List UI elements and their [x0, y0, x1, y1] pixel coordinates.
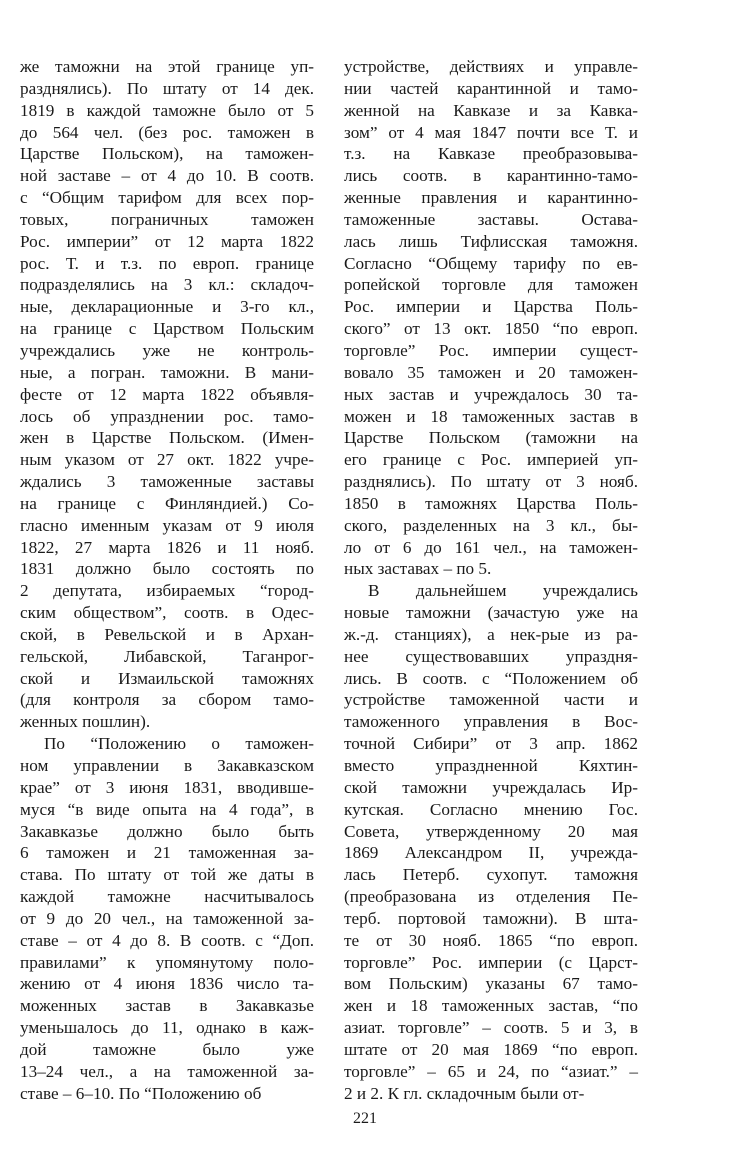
text-line: зом” от 4 мая 1847 почти все Т. и — [344, 122, 638, 142]
text-line: В дальнейшем учреждались — [368, 581, 638, 601]
text-line: торговле” Рос. империи (с Царст- — [344, 952, 638, 972]
text-line: По “Положению о таможен- — [44, 734, 314, 754]
text-line: 1831 должно было состоять по — [20, 559, 314, 579]
text-line: Царстве Польском (таможни на — [344, 428, 638, 448]
text-line: женных пошлин). — [20, 712, 151, 732]
text-line: нее существовавших упраздня- — [344, 646, 638, 666]
text-line: става. По штату от той же даты в — [20, 865, 314, 885]
text-line: на границе с Финляндией.) Со- — [20, 493, 314, 513]
left-text-column — [20, 56, 314, 1105]
text-line: Согласно “Общему тарифу по ев- — [344, 253, 638, 273]
text-line: лось об упразднении рос. тамо- — [20, 406, 314, 426]
text-line: штате от 20 мая 1869 “по европ. — [344, 1039, 638, 1059]
text-line: ставе – 6–10. По “Положению об — [20, 1083, 262, 1103]
text-line: ные, декларационные и 3-го кл., — [20, 297, 314, 317]
text-line: жен в Царстве Польском. (Имен- — [20, 428, 314, 448]
text-line: лась лишь Тифлисская таможня. — [344, 231, 638, 251]
text-line: новые таможни (зачастую уже на — [344, 603, 638, 623]
text-line: же таможни на этой границе уп- — [20, 57, 314, 76]
text-line: ропейской торговле для таможен — [344, 275, 638, 295]
text-line: моженных застав в Закавказье — [20, 996, 314, 1016]
text-line: разднялись). По штату от 3 нояб. — [344, 472, 638, 492]
text-line: подразделялись на 3 кл.: складоч- — [20, 275, 314, 295]
text-line: 6 таможен и 21 таможенная за- — [20, 843, 314, 863]
text-line: Рос. империи” от 12 марта 1822 — [20, 231, 314, 251]
text-line: Совета, утвержденному 20 мая — [344, 821, 638, 841]
text-line: ской и Измаильской таможнях — [20, 668, 314, 688]
text-line: ской таможни учреждалась Ир- — [344, 777, 638, 797]
text-line: терб. портовой таможни). В шта- — [344, 908, 638, 928]
text-line: те от 30 нояб. 1865 “по европ. — [344, 930, 638, 950]
text-line: ждались 3 таможенные заставы — [20, 472, 314, 492]
text-line: жен и 18 таможенных застав, “по — [344, 996, 638, 1016]
text-line: таможенного управления в Вос- — [344, 712, 638, 732]
text-line: ло от 6 до 161 чел., на таможен- — [344, 537, 638, 557]
text-line: ных застав и учреждалось 30 та- — [344, 384, 638, 404]
text-line: разднялись). По штату от 14 дек. — [20, 78, 314, 98]
text-line: его границе с Рос. империей уп- — [344, 450, 638, 470]
text-line: ставе – от 4 до 8. В соотв. с “Доп. — [20, 930, 314, 950]
text-line: ским обществом”, соотв. в Одес- — [20, 603, 314, 623]
page-number: 221 — [353, 1110, 377, 1127]
text-line: 1819 в каждой таможне было от 5 — [20, 100, 314, 120]
text-line: ж.-д. станциях), а нек-рые из ра- — [344, 624, 638, 644]
text-line: лись. В соотв. с “Положением об — [344, 668, 638, 688]
text-line: на границе с Царством Польским — [20, 319, 314, 339]
text-line: вом Польским) указаны 67 тамо- — [344, 974, 638, 994]
text-line: можен и 18 таможенных застав в — [344, 406, 638, 426]
text-line: ном управлении в Закавказском — [20, 756, 314, 775]
text-line: 2 депутата, избираемых “город- — [20, 581, 314, 601]
text-line: крае” от 3 июня 1831, вводивше- — [20, 777, 314, 797]
text-line: азиат. торговле” – соотв. 5 и 3, в — [344, 1018, 638, 1038]
text-line: гельской, Либавской, Таганрог- — [20, 646, 314, 666]
text-line: Рос. империи и Царства Поль- — [344, 297, 638, 317]
text-line: ным указом от 27 окт. 1822 учре- — [20, 450, 314, 470]
text-line: торговле” Рос. империи сущест- — [344, 340, 638, 360]
text-line: вместо упраздненной Кяхтин- — [344, 756, 638, 775]
text-line: 13–24 чел., а на таможенной за- — [20, 1061, 314, 1081]
text-line: ской, в Ревельской и в Архан- — [20, 624, 314, 644]
text-line: устройстве, действиях и управле- — [344, 57, 638, 76]
text-line: т.з. на Кавказе преобразовыва- — [344, 144, 638, 164]
text-line: женной на Кавказе и за Кавка- — [344, 100, 638, 120]
text-line: гласно именным указам от 9 июля — [20, 515, 314, 535]
text-line: 1850 в таможнях Царства Поль- — [344, 493, 638, 513]
text-line: дой таможне было уже — [20, 1039, 314, 1059]
text-line: торговле” – 65 и 24, по “азиат.” – — [344, 1061, 638, 1081]
text-line: лись соотв. в карантинно-тамо- — [344, 166, 638, 186]
text-line: 1822, 27 марта 1826 и 11 нояб. — [20, 537, 314, 557]
text-line: до 564 чел. (без рос. таможен в — [20, 122, 314, 142]
text-line: кутская. Согласно мнению Гос. — [344, 799, 638, 819]
text-line: ных заставах – по 5. — [344, 559, 492, 579]
text-line: таможенные заставы. Остава- — [344, 209, 638, 229]
text-line: ные, а погран. таможни. В мани- — [20, 362, 314, 382]
text-line: 1869 Александром II, учрежда- — [344, 843, 638, 863]
text-line: ского, разделенных на 3 кл., бы- — [344, 515, 638, 535]
text-line: 2 и 2. К гл. складочным были от- — [344, 1083, 585, 1103]
text-line: лась Петерб. сухопут. таможня — [344, 865, 638, 885]
text-line: правилами” к упомянутому поло- — [20, 952, 314, 972]
text-line: муся “в виде опыта на 4 года”, в — [20, 799, 314, 819]
text-line: ского” от 13 окт. 1850 “по европ. — [344, 319, 638, 339]
text-line: женные правления и карантинно- — [344, 188, 638, 208]
text-line: (преобразована из отделения Пе- — [344, 887, 638, 907]
text-line: Царстве Польском), на таможен- — [20, 144, 314, 164]
text-line: Закавказье должно было быть — [20, 821, 314, 841]
text-line: жению от 4 июня 1836 число та- — [20, 974, 314, 994]
text-line: ной заставе – от 4 до 10. В соотв. — [20, 166, 314, 186]
text-line: с “Общим тарифом для всех пор- — [20, 188, 314, 208]
text-line: фесте от 12 марта 1822 объявля- — [20, 384, 314, 404]
text-line: рос. Т. и т.з. по европ. границе — [20, 253, 314, 273]
text-line: учреждались уже не контроль- — [20, 340, 314, 360]
text-line: вовало 35 таможен и 20 таможен- — [344, 362, 638, 382]
text-line: устройстве таможенной части и — [344, 690, 638, 710]
text-line: нии частей карантинной и тамо- — [344, 78, 638, 98]
right-text-column — [344, 56, 638, 1105]
text-line: товых, пограничных таможен — [20, 209, 314, 229]
text-line: точной Сибири” от 3 апр. 1862 — [344, 734, 638, 754]
text-line: каждой таможне насчитывалось — [20, 887, 314, 907]
text-line: (для контроля за сбором тамо- — [20, 690, 314, 710]
text-line: уменьшалось до 11, однако в каж- — [20, 1018, 314, 1038]
text-line: от 9 до 20 чел., на таможенной за- — [20, 908, 314, 928]
